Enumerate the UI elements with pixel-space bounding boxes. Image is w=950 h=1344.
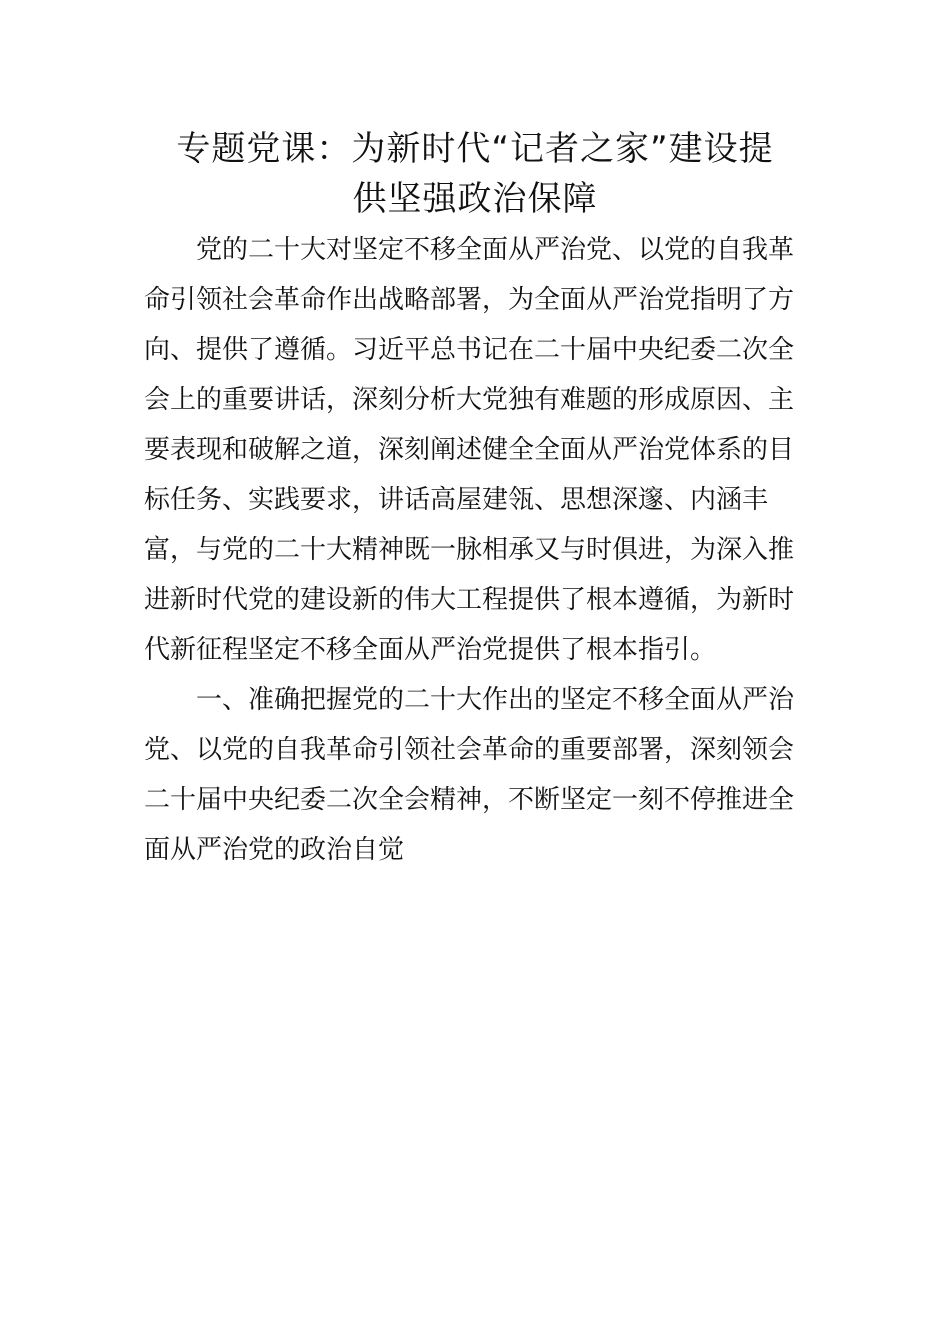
paragraph-1-line: 进新时代党的建设新的伟大工程提供了根本遵循，为新时	[144, 585, 795, 615]
paragraph-1-line: 要表现和破解之道，深刻阐述健全全面从严治党体系的目	[144, 435, 795, 465]
paragraph-1-line: 会上的重要讲话，深刻分析大党独有难题的形成原因、主	[144, 385, 795, 415]
paragraph-2-line: 党、以党的自我革命引领社会革命的重要部署，深刻领会	[144, 735, 795, 765]
paragraph-1-line: 向、提供了遵循。习近平总书记在二十届中央纪委二次全	[144, 335, 795, 365]
paragraph-2-line: 二十届中央纪委二次全会精神，不断坚定一刻不停推进全	[144, 785, 795, 815]
title-line-2: 供坚强政治保障	[352, 179, 598, 219]
paragraph-1-line: 党的二十大对坚定不移全面从严治党、以党的自我革	[196, 235, 795, 265]
document-title	[130, 124, 820, 224]
paragraph-2-line: 一、准确把握党的二十大作出的坚定不移全面从严治	[196, 685, 795, 715]
paragraph-2-line: 面从严治党的政治自觉	[144, 835, 405, 865]
title-line-1: 专题党课：为新时代“记者之家”建设提	[176, 129, 774, 169]
paragraph-1-line: 命引领社会革命作出战略部署，为全面从严治党指明了方	[144, 285, 795, 315]
paragraph-1-line: 代新征程坚定不移全面从严治党提供了根本指引。	[144, 635, 717, 665]
paragraph-1-line: 富，与党的二十大精神既一脉相承又与时俱进，为深入推	[144, 535, 795, 565]
paragraph-1-line: 标任务、实践要求，讲话高屋建瓴、思想深邃、内涵丰	[144, 485, 769, 515]
